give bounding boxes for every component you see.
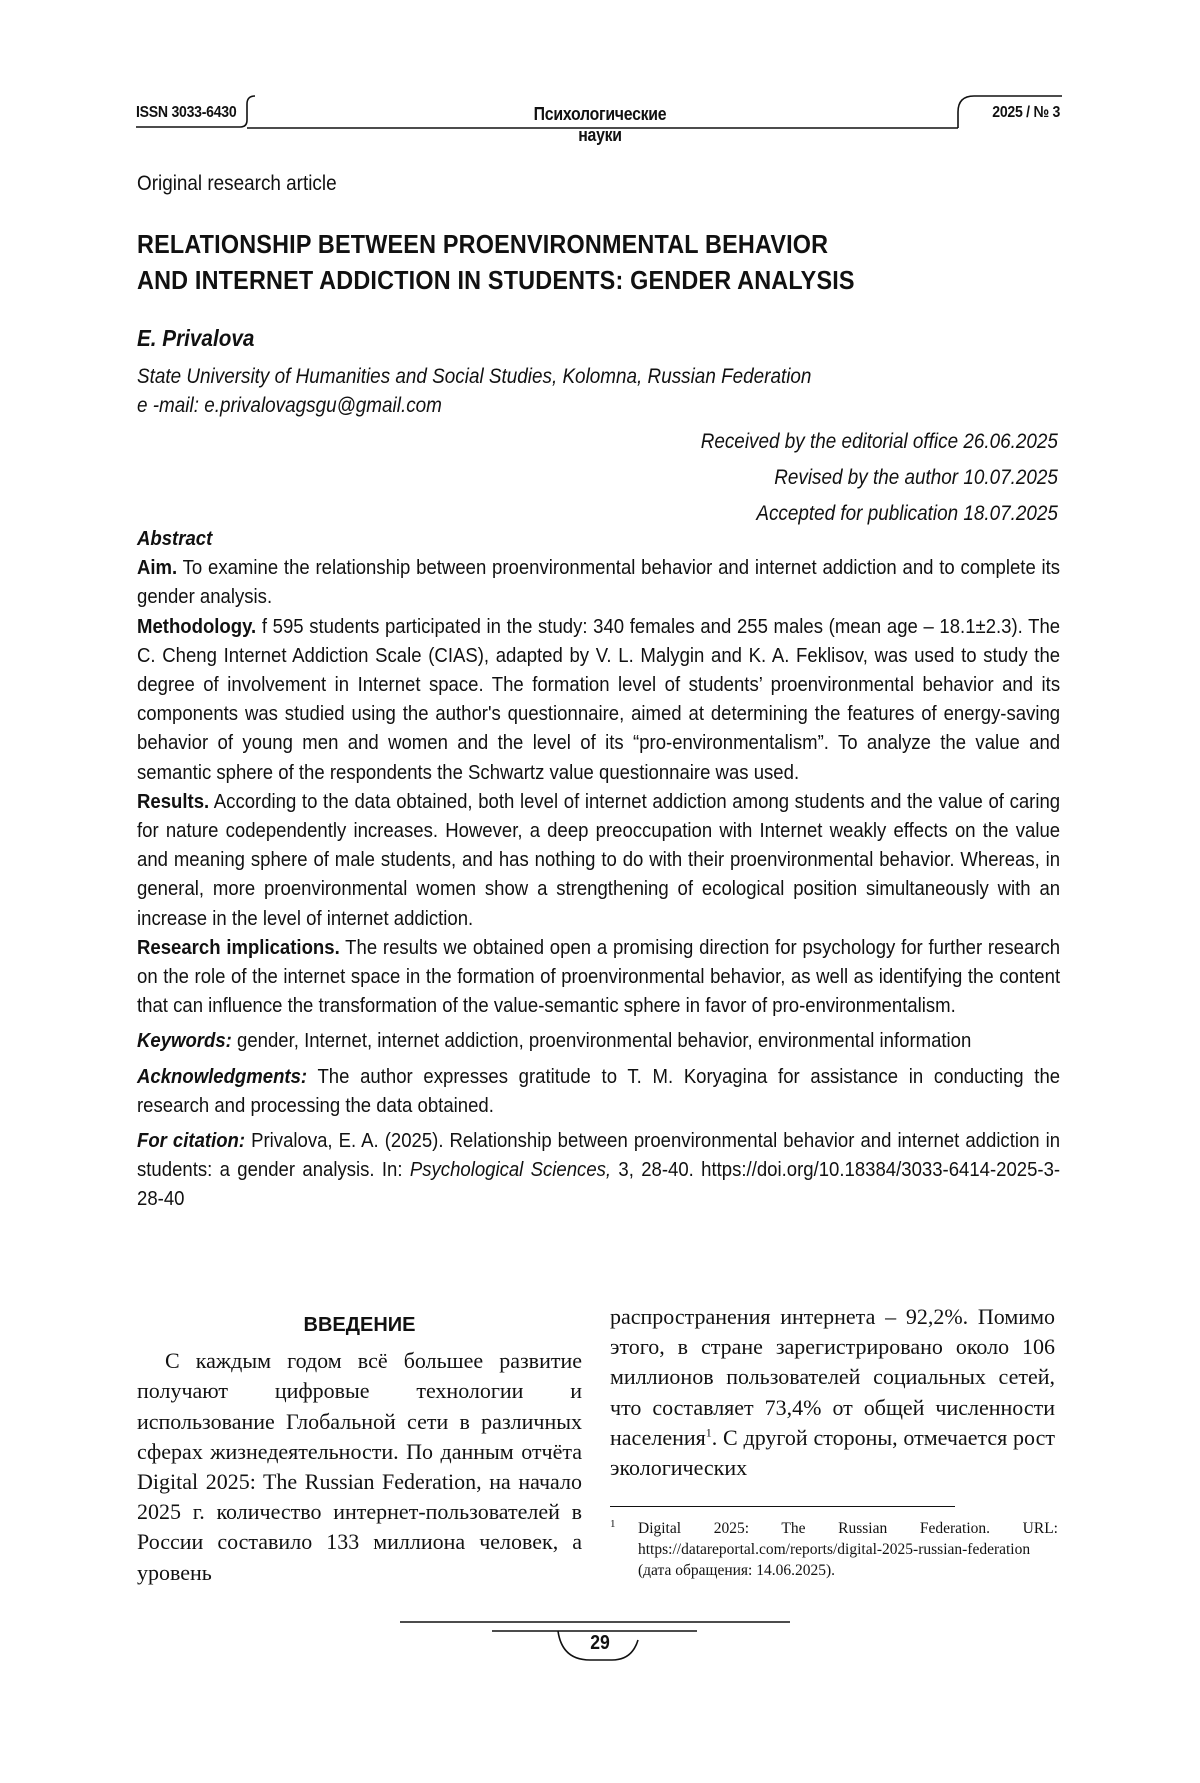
article-type: Original research article xyxy=(137,172,337,195)
header-issue: 2025 / № 3 xyxy=(992,104,1060,121)
results-label: Results. xyxy=(137,789,210,813)
author-name: E. Privalova xyxy=(137,325,255,351)
aim-label: Aim. xyxy=(137,556,178,580)
author-email: e -mail: e.privalovagsgu@gmail.com xyxy=(137,394,442,417)
title-line-1: RELATIONSHIP BETWEEN PROENVIRONMENTAL BEHAVIOR xyxy=(137,229,829,259)
methodology-text: f 595 students participated in the study: 340 females and 255 males (mean age – 18.1±2.3). The C. Cheng Internet Addiction Scale (CIAS), adapted by V. L. Malygin and K. A. Feklisov, was used to study the degree of involvement in Internet space. The formation level of students’ proenvironmental behavior and its components was studied using the author's questionnaire, aimed at determining the features of energy-saving behavior of young men and women and the level of its “pro-environmentalism”. To analyze the value and semantic sphere of the respondents the Schwartz value questionnaire was used. xyxy=(137,614,1061,784)
abstract-heading: Abstract xyxy=(137,527,213,550)
date-received: Received by the editorial office 26.06.2025 xyxy=(700,430,1058,453)
title-line-2: AND INTERNET ADDICTION IN STUDENTS: GENDER ANALYSIS xyxy=(137,265,855,295)
col2-text-b: . С другой стороны, отмечается рост экологических xyxy=(610,1424,1055,1481)
header-issn: ISSN 3033-6430 xyxy=(136,104,237,121)
citation-label: For citation: xyxy=(137,1129,246,1153)
citation-text-a: Privalova, E. A. (2025). Relationship between proenvironmental behavior and internet addiction in students: a gender analysis. In: xyxy=(137,1129,1061,1182)
col2-text-a: распространения интернета – 92,2%. Помимо этого, в стране зарегистрировано около 106 миллионов пользователей социальных сетей, что составляет 73,4% от общей численности населения xyxy=(610,1304,1055,1450)
affiliation-text: State University of Humanities and Social Studies, Kolomna, Russian Federation xyxy=(137,365,812,388)
aim-text: To examine the relationship between proenvironmental behavior and internet addiction and to complete its gender analysis. xyxy=(137,556,1061,609)
keywords-label: Keywords: xyxy=(137,1029,232,1053)
header-journal-title: Психологические науки xyxy=(533,104,667,145)
keywords-text: gender, Internet, internet addiction, proenvironmental behavior, environmental information xyxy=(231,1029,972,1053)
citation-journal: Psychological Sciences, xyxy=(409,1158,612,1182)
footnote-ref[interactable]: 1 xyxy=(705,1425,712,1440)
implications-text: The results we obtained open a promising direction for psychology for further research on the role of the internet space in the formation of proenvironmental behavior, as well as identifying the content that can influence the transformation of the value-semantic sphere in favor of pro-environmentalism. xyxy=(137,935,1061,1018)
footnote-number: 1 xyxy=(610,1518,616,1530)
citation-text-b: 3, 28-40. https://doi.org/10.18384/3033-6414-2025-3-28-40 xyxy=(137,1158,1061,1211)
section-heading-introduction: ВВЕДЕНИЕ xyxy=(303,1314,416,1336)
date-accepted: Accepted for publication 18.07.2025 xyxy=(756,502,1058,525)
ack-text: The author expresses gratitude to T. M. Koryagina for assistance in conducting the research and processing the data obtained. xyxy=(137,1064,1061,1117)
ack-label: Acknowledgments: xyxy=(137,1064,308,1088)
implications-label: Research implications. xyxy=(137,935,340,959)
date-revised: Revised by the author 10.07.2025 xyxy=(774,466,1058,489)
page-number: 29 xyxy=(590,1632,610,1654)
body-paragraph-1: С каждым годом всё большее развитие получают цифровые технологии и использование Глобальной сети в различных сферах жизнедеятельности. По данным отчёта Digital 2025: The Russian Federation, на начало 2025 г. количество интернет-пользователей в России составило 133 миллиона человек, а уровень xyxy=(137,1348,582,1585)
methodology-label: Methodology. xyxy=(137,614,257,638)
results-text: According to the data obtained, both level of internet addiction among students and the value of caring for nature codependently increases. However, a deep preoccupation with Internet weakly effects on the value and meaning sphere of male students, and has nothing to do with their proenvironmental behavior. Whereas, in general, more proenvironmental women show a strengthening of ecological position simultaneously with an increase in the level of internet addiction. xyxy=(137,789,1061,930)
footnote-text: Digital 2025: The Russian Federation. URL: https://datareportal.com/reports/digital-2025-russian-federation (дата обращения: 14.06.2025). xyxy=(638,1520,1058,1579)
